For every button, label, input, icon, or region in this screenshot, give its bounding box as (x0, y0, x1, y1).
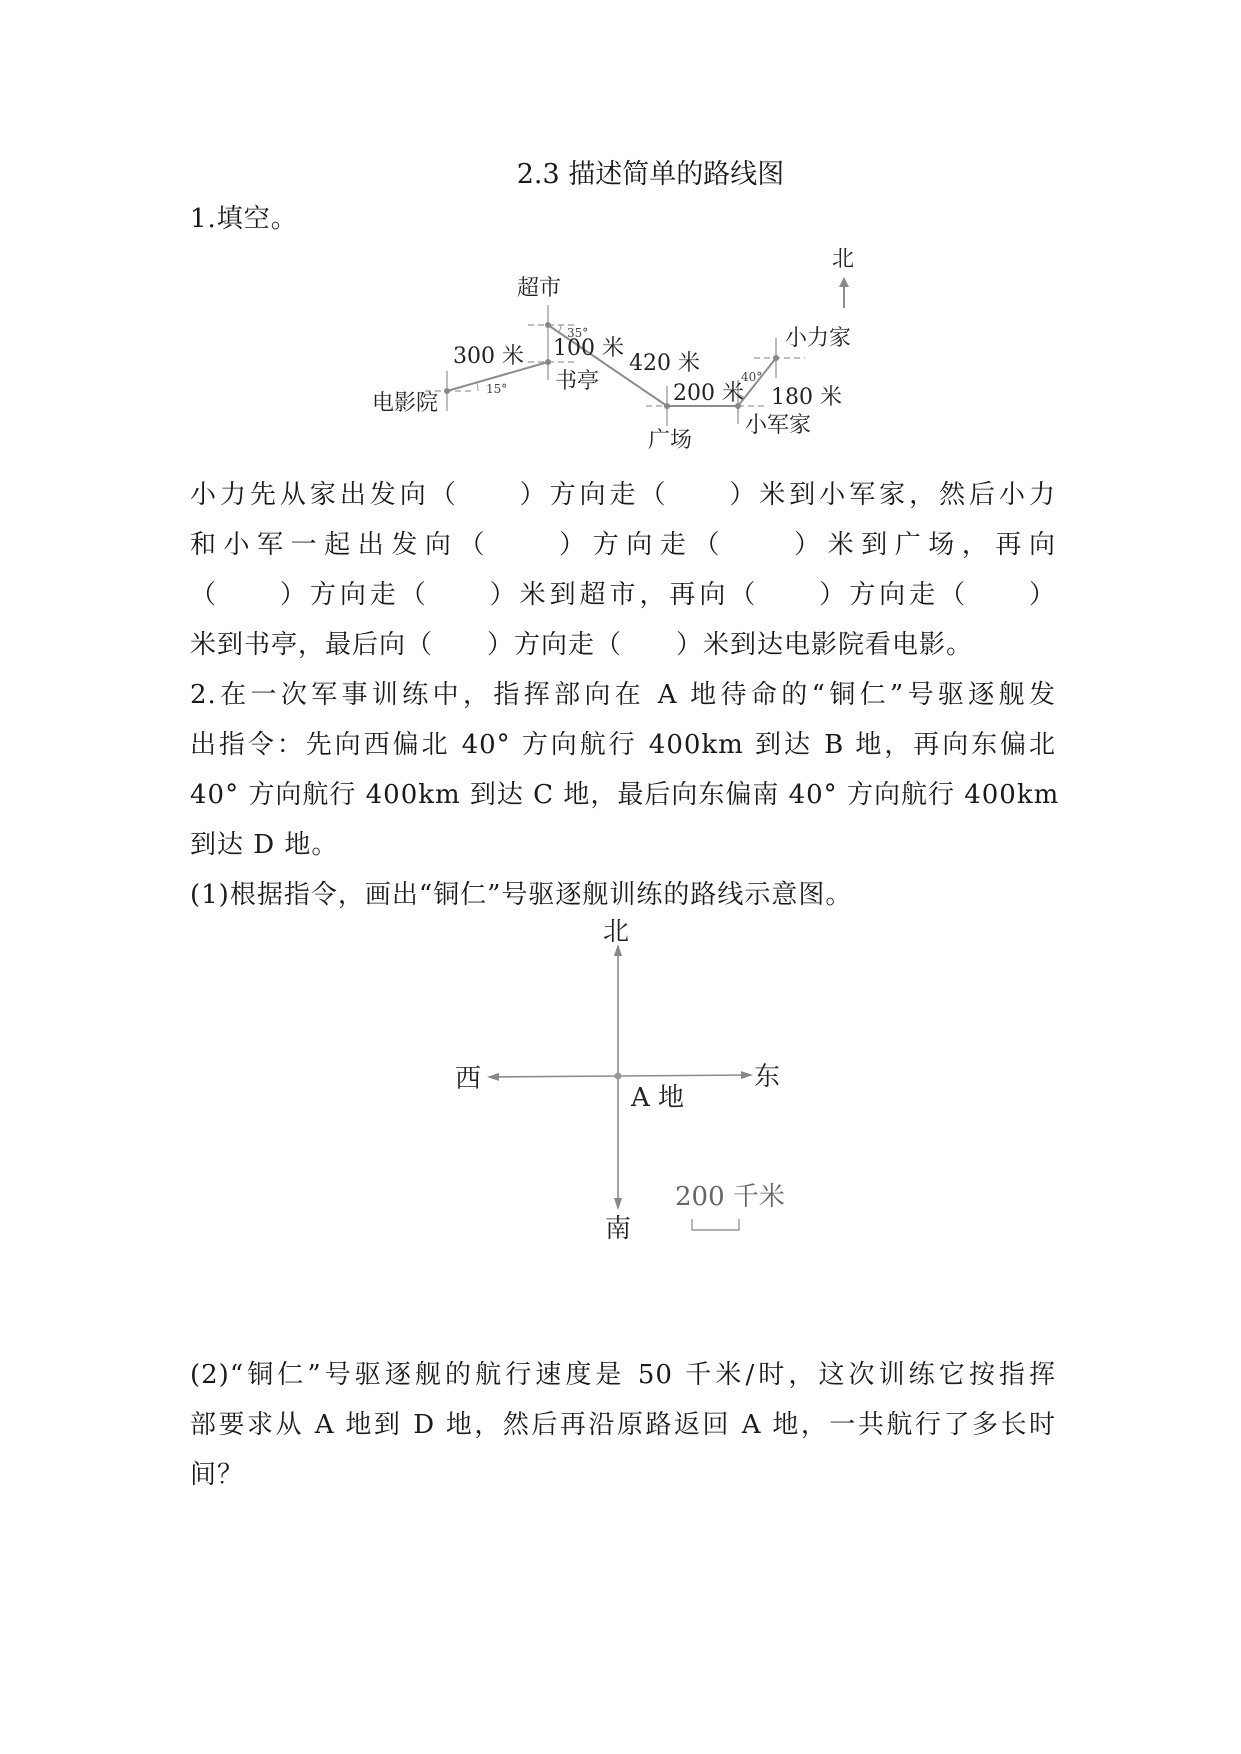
label-north: 北 (832, 247, 855, 272)
label-a: A 地 (631, 1083, 685, 1113)
q2-text-line: 出指令：先向西偏北 40° 方向航行 400km 到达 B 地，再向东偏北 (190, 730, 1056, 760)
q2-text-line: 2.在一次军事训练中，指挥部向在 A 地待命的“铜仁”号驱逐舰发 (190, 680, 1056, 710)
distance-cinema-bookstall: 300 米 (453, 344, 524, 369)
q2-text-line: 40° 方向航行 400km 到达 C 地，最后向东偏南 40° 方向航行 400km (190, 780, 1060, 810)
label-bookstall: 书亭 (555, 369, 600, 394)
question-1-heading: 1.填空。 (190, 204, 298, 234)
distance-xiaojun-xiaoli: 180 米 (771, 385, 842, 410)
scale-bar (692, 1219, 739, 1230)
angle-cinema: 15° (486, 382, 508, 396)
distance-supermarket-square: 420 米 (629, 351, 700, 376)
axis-east-arrow (618, 1075, 751, 1076)
distance-bookstall-supermarket: 100 米 (553, 336, 624, 361)
label-north: 北 (603, 917, 630, 947)
axis-west-arrow (489, 1076, 618, 1077)
label-west: 西 (455, 1064, 482, 1094)
distance-square-xiaojun: 200 米 (673, 381, 744, 406)
q2-sub2-line: (2)“铜仁”号驱逐舰的航行速度是 50 千米/时，这次训练它按指挥 (190, 1360, 1056, 1390)
q2-sub2-line: 间？ (190, 1460, 245, 1490)
q2-sub2-line: 部要求从 A 地到 D 地，然后再沿原路返回 A 地，一共航行了多长时 (190, 1410, 1056, 1440)
q1-text-line: 米到书亭，最后向（ ）方向走（ ）米到达电影院看电影。 (190, 630, 974, 660)
label-cinema: 电影院 (372, 391, 439, 416)
q1-text-line: 和小军一起出发向（ ）方向走（ ）米到广场，再向 (190, 530, 1056, 560)
label-south: 南 (605, 1214, 632, 1244)
q1-text-line: （ ）方向走（ ）米到超市，再向（ ）方向走（ ） (190, 580, 1056, 610)
page-title: 2.3 描述简单的路线图 (516, 159, 785, 190)
point-a (615, 1073, 622, 1080)
q1-text-line: 小力先从家出发向（ ）方向走（ ）米到小军家，然后小力 (190, 480, 1056, 510)
label-supermarket: 超市 (517, 276, 562, 301)
label-xiaoli-home: 小力家 (785, 326, 852, 351)
label-xiaojun-home: 小军家 (745, 413, 812, 438)
angle-xiaojun: 40° (741, 370, 763, 384)
q2-text-line: 到达 D 地。 (190, 830, 339, 860)
label-square: 广场 (648, 428, 693, 453)
scale-label: 200 千米 (675, 1182, 785, 1212)
angle-supermarket: 35° (567, 326, 589, 340)
label-east: 东 (754, 1062, 781, 1092)
q2-sub1: (1)根据指令，画出“铜仁”号驱逐舰训练的路线示意图。 (190, 880, 853, 910)
